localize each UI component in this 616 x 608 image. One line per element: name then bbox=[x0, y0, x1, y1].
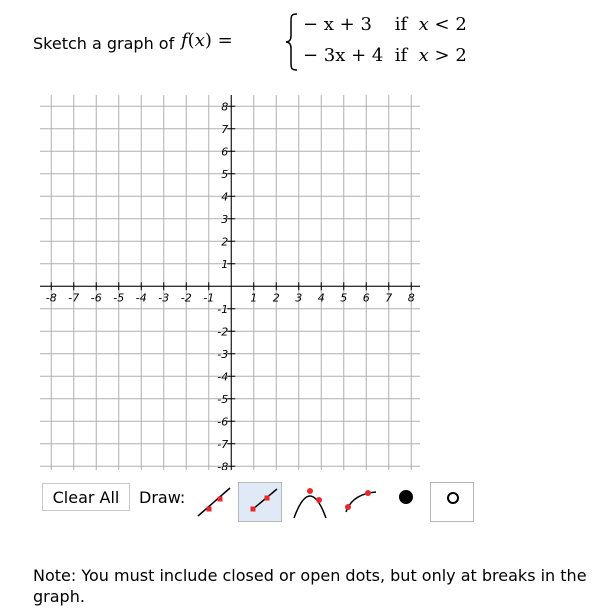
y-tick-label: -8 bbox=[217, 460, 229, 470]
parabola-tool-icon bbox=[288, 482, 332, 522]
prompt-text: Sketch a graph of bbox=[33, 34, 175, 53]
y-tick-label: -7 bbox=[217, 437, 229, 451]
case-2-val: 2 bbox=[455, 45, 467, 66]
y-tick-label: -4 bbox=[217, 370, 229, 384]
function-var: x bbox=[194, 30, 205, 51]
function-label: f(x) = bbox=[181, 30, 233, 51]
x-tick-label: 1 bbox=[250, 291, 258, 305]
question-header bbox=[33, 12, 593, 74]
x-tick-label: -8 bbox=[45, 291, 57, 305]
clear-all-button[interactable]: Clear All bbox=[42, 483, 130, 511]
function-name: f bbox=[181, 30, 188, 51]
draw-label: Draw: bbox=[139, 488, 186, 507]
y-tick-label: 6 bbox=[221, 145, 229, 159]
closed-dot-icon bbox=[384, 482, 428, 522]
equals-sign: = bbox=[217, 30, 233, 51]
x-tick-label: -1 bbox=[203, 291, 215, 305]
x-tick-label: -7 bbox=[68, 291, 80, 305]
curve-tool-button[interactable] bbox=[338, 482, 382, 522]
graph-svg[interactable] bbox=[30, 90, 420, 470]
x-tick-label: 5 bbox=[340, 291, 348, 305]
segment-tool-button[interactable] bbox=[238, 482, 282, 522]
y-tick-label: -1 bbox=[217, 302, 229, 316]
case-2-if: if bbox=[394, 45, 408, 66]
instruction-note: Note: You must include closed or open dots, but only at breaks in the graph. bbox=[33, 566, 587, 606]
case-row-2 bbox=[303, 45, 467, 69]
open-dot-icon bbox=[431, 483, 475, 523]
case-row-1 bbox=[303, 14, 467, 38]
line-tool-button[interactable] bbox=[192, 482, 236, 522]
y-tick-label: 7 bbox=[221, 122, 229, 136]
y-tick-label: -5 bbox=[217, 392, 229, 406]
case-1-var: x bbox=[418, 14, 429, 35]
x-tick-label: -2 bbox=[180, 291, 192, 305]
x-tick-label: 6 bbox=[362, 291, 370, 305]
segment-tool-icon bbox=[239, 483, 283, 523]
case-1-if: if bbox=[394, 14, 408, 35]
open-dot-tool-button[interactable] bbox=[430, 482, 474, 522]
parabola-tool-button[interactable] bbox=[288, 482, 332, 522]
y-tick-label: 2 bbox=[221, 235, 229, 249]
case-2-expression: − 3x + 4 bbox=[303, 45, 384, 66]
question-prompt bbox=[33, 34, 174, 54]
piecewise-brace bbox=[285, 12, 299, 72]
x-tick-label: 7 bbox=[385, 291, 393, 305]
x-tick-label: -3 bbox=[158, 291, 170, 305]
x-tick-label: -6 bbox=[90, 291, 102, 305]
case-1-op: < bbox=[434, 14, 450, 35]
x-tick-label: -5 bbox=[113, 291, 125, 305]
case-2-op: > bbox=[434, 45, 450, 66]
curve-tool-icon bbox=[338, 482, 382, 522]
case-1-val: 2 bbox=[455, 14, 467, 35]
y-tick-label: -2 bbox=[217, 325, 229, 339]
x-tick-label: -4 bbox=[135, 291, 147, 305]
x-tick-label: 3 bbox=[295, 291, 303, 305]
case-1-expression: − x + 3 bbox=[303, 14, 372, 35]
y-tick-label: -6 bbox=[217, 415, 229, 429]
x-tick-label: 4 bbox=[317, 291, 325, 305]
y-tick-label: 8 bbox=[221, 100, 229, 114]
y-tick-label: 3 bbox=[221, 212, 229, 226]
graphing-canvas[interactable] bbox=[30, 90, 420, 470]
x-tick-label: 8 bbox=[407, 291, 415, 305]
case-2-condition bbox=[395, 45, 467, 66]
x-tick-label: 2 bbox=[272, 291, 280, 305]
case-1-condition bbox=[395, 14, 467, 35]
closed-dot-tool-button[interactable] bbox=[384, 482, 428, 522]
draw-toolbar bbox=[42, 482, 492, 522]
line-tool-icon bbox=[192, 482, 236, 522]
case-2-var: x bbox=[418, 45, 429, 66]
y-tick-label: -3 bbox=[217, 347, 229, 361]
y-tick-label: 5 bbox=[221, 167, 229, 181]
y-tick-label: 4 bbox=[221, 190, 229, 204]
y-tick-label: 1 bbox=[221, 257, 229, 271]
